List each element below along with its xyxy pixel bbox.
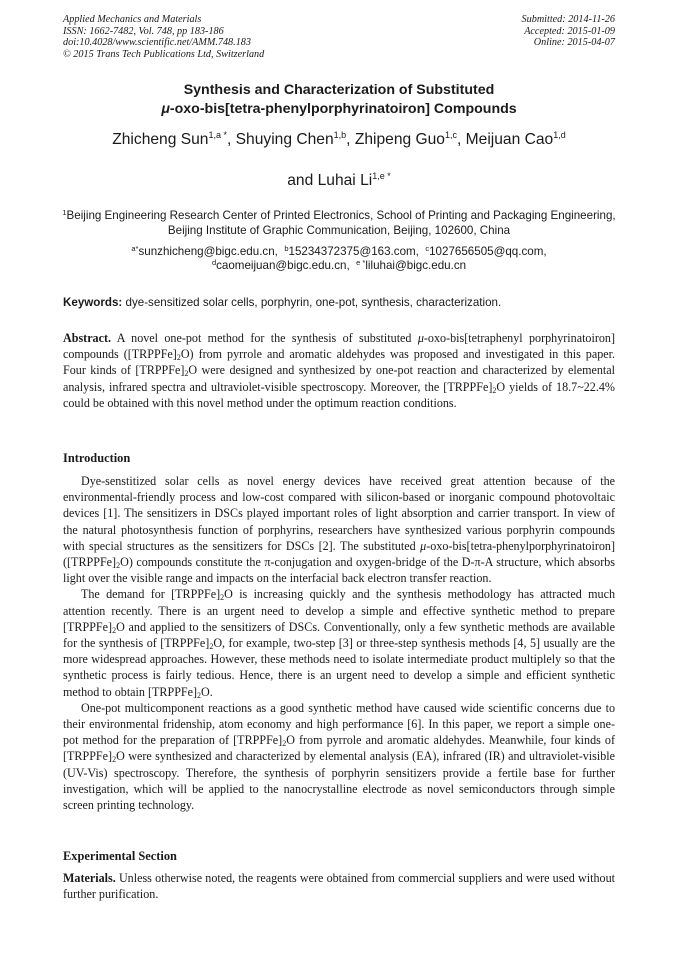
paragraph-text: O.: [201, 684, 213, 699]
materials-paragraph: [63, 870, 615, 902]
submitted-date: Submitted: 2014-11-26: [521, 14, 615, 25]
email-sup: d: [211, 258, 217, 267]
paragraph-text: O and applied to the sensitizers of DSCs. Conventionally, only a few synthetic methods are available for the synthesis of [TRPPFe]: [63, 619, 615, 651]
abstract-text: O yields of 18.7~22.4% could be obtained with this novel method under the optimum reaction conditions.: [63, 379, 615, 410]
paragraph-text: The demand for [TRPPFe]: [81, 587, 221, 602]
email-sup: b: [284, 244, 289, 253]
paragraph-text: One-pot multicomponent reactions as a good synthetic method have caused wide scientific concerns due to their environmental fridenship, atom economy and high performance [6]. In this paper, we report a simple one-pot method for the preparation of [TRPPFe]: [63, 700, 615, 748]
paragraph-text: -oxo-bis[tetra-phenylporphyrinatoiron] ([TRPPFe]: [63, 538, 615, 570]
keywords-text: dye-sensitized solar cells, porphyrin, one-pot, synthesis, characterization.: [122, 296, 502, 309]
journal-copyright: © 2015 Trans Tech Publications Ltd, Switzerland: [63, 48, 265, 60]
email-sup: c: [425, 244, 430, 253]
email-sup: a*: [131, 244, 139, 253]
author-sup: 1,e *: [372, 171, 391, 181]
mu-symbol: μ: [161, 101, 170, 117]
paragraph-text: O from pyrrole and aromatic aldehydes. Meanwhile, four kinds of [TRPPFe]: [63, 733, 615, 764]
affiliation: [50, 208, 628, 238]
author-conjunction: and: [287, 172, 314, 189]
abstract: [63, 330, 615, 411]
journal-header: [63, 14, 264, 60]
dates-header: [522, 14, 615, 49]
introduction-body: [63, 473, 615, 813]
keywords-label: Keywords:: [63, 296, 123, 309]
materials-label: Materials.: [63, 871, 116, 885]
abstract-text: -oxo-bis[tetraphenyl porphyrinatoiron] compounds ([TRPPFe]: [63, 331, 615, 362]
paragraph-text: Dye-senstitized solar cells as novel energy devices have received great attention because of the environmental-friendly process and low-cost compared with silicon-based or inorganic compound photovoltaic devices [1]. The sensitizers in DSCs played important roles of light absorption and carrier transport. In view of the natural photosynthesis function of porphyrins, researchers have synthesized various porphyrin compounds with special structures as the sensitizers for DSCs [2]. The substituted: [63, 474, 615, 553]
author-sup: 1,d: [553, 130, 566, 140]
author-sup: 1,b: [333, 130, 347, 140]
accepted-date: Accepted: 2015-01-09: [524, 25, 615, 37]
affiliation-sup: 1: [62, 208, 67, 217]
subscript: 2: [112, 755, 117, 765]
subscript: 2: [282, 739, 287, 749]
mu-symbol: μ: [420, 538, 427, 553]
paragraph: [63, 700, 615, 813]
paragraph-text: O, for example, two-step [3] or three-step synthesis methods [4, 5] usually are the more widespread approaches. However, these methods need to isolate intermediate product multiplely so that the synthetic process is fairly tedious. Hence, there is an urgent need to develop a simple and efficient synthetic method to obtain [TRPPFe]: [63, 636, 615, 699]
email-sup: e *: [356, 258, 366, 267]
author-sup: 1,c: [444, 130, 457, 140]
author-name: Meijuan Cao: [465, 131, 554, 148]
email-link[interactable]: 15234372375@163.com,: [288, 245, 419, 258]
online-date: Online: 2015-04-07: [533, 37, 615, 49]
abstract-text: O were designed and synthesized by one-pot reaction and characterized by elemental analysis, infrared spectra and ultraviolet-visible spectroscopy. Moreover, the [TRPPFe]: [63, 363, 615, 394]
subscript: 2: [209, 642, 214, 652]
title-line-2: [40, 100, 638, 119]
email-list: [50, 245, 628, 273]
journal-issn: ISSN: 1662-7482, Vol. 748, pp 183-186: [63, 25, 224, 37]
keywords: [63, 296, 623, 309]
paragraph-text: O were synthesized and characterized by elemental analysis (EA), infrared (IR) and ultraviolet-visible (UV-Vis) spectroscopy. Therefore, the synthesis of porphyrin sensitizers provide a fertile base for further investigation, which will be applied to the nanocrystalline electrode as novel semiconductors through simple screen printing technology.: [63, 749, 615, 813]
paper-title: [40, 81, 638, 119]
paragraph: [63, 586, 615, 699]
subscript: 2: [197, 690, 202, 700]
experimental-heading: Experimental Section: [63, 849, 177, 863]
subscript: 2: [220, 593, 225, 603]
email-link[interactable]: liluhai@bigc.edu.cn: [365, 259, 467, 272]
paragraph-text: O) compounds constitute the π-conjugation and oxygen-bridge of the D-π-A structure, which absorbs light over the visible range and impacts on the interfacial back electron transfer reaction.: [63, 555, 615, 586]
author-list: Zhicheng Sun$^{1,a *}$, Shuying Chen$^{1,b}$, Zhipeng Guo$^{1,c}$, Meijuan Cao$^{1,d}$: [112, 130, 566, 148]
author-name: Zhipeng Guo: [354, 131, 445, 148]
affiliation-text: Beijing Engineering Research Center of Printed Electronics, School of Printing and Packaging Engineering, Beijing Institute of Graphic Communication, Beijing, 102600, China: [66, 209, 616, 237]
abstract-text: O) from pyrrole and aromatic aldehydes was proposed and investigated in this paper. Four kinds of [TRPPFe]: [63, 347, 615, 378]
subscript: 2: [184, 369, 189, 379]
subscript: 2: [492, 385, 497, 395]
materials-text: Unless otherwise noted, the reagents were obtained from commercial suppliers and were used without further purification.: [63, 871, 615, 902]
abstract-label: Abstract.: [63, 331, 112, 345]
subscript: 2: [116, 561, 121, 571]
subscript: 2: [176, 353, 181, 363]
paragraph-text: O is increasing quickly and the synthesis methodology has attracted much attention recently. There is an urgent need to develop a simple and effective synthetic method to prepare [TRPPFe]: [63, 587, 615, 634]
author-name: Zhicheng Sun: [112, 131, 209, 148]
introduction-heading: Introduction: [63, 451, 131, 465]
author-list-continued: [30, 172, 648, 190]
journal-doi: doi:10.4028/www.scientific.net/AMM.748.183: [63, 37, 251, 49]
title-line-2-text: -oxo-bis[tetra-phenylporphyrinatoiron] Compounds: [169, 101, 517, 117]
author-name: Shuying Chen: [235, 131, 334, 148]
paragraph: [63, 473, 615, 586]
email-link[interactable]: 1027656505@qq.com,: [429, 245, 547, 258]
email-link[interactable]: caomeijuan@bigc.edu.cn,: [216, 259, 350, 272]
subscript: 2: [112, 625, 117, 635]
title-line-1: Synthesis and Characterization of Substituted: [183, 82, 495, 98]
journal-name: Applied Mechanics and Materials: [63, 14, 202, 25]
author-name: Luhai Li: [317, 172, 373, 189]
author-sup: 1,a *: [208, 130, 227, 140]
email-link[interactable]: sunzhicheng@bigc.edu.cn,: [138, 245, 278, 258]
mu-symbol: μ: [417, 331, 424, 345]
abstract-text: A novel one-pot method for the synthesis of substituted: [111, 331, 418, 345]
